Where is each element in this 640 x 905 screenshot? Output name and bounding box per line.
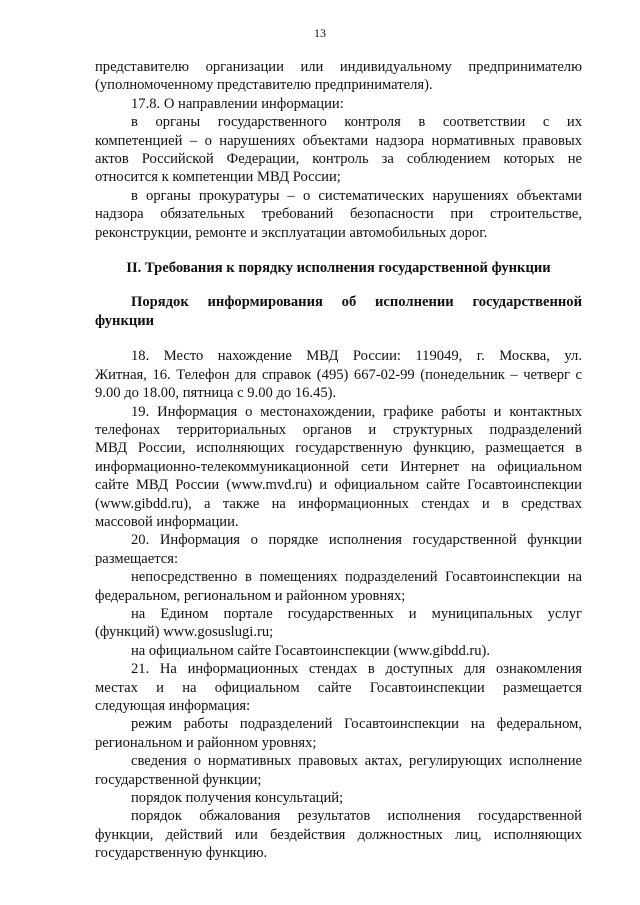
text-line: региональном и районном уровнях; xyxy=(95,734,317,751)
paragraph xyxy=(95,807,582,862)
text-line: Порядок информирования об исполнении государственной xyxy=(131,294,582,311)
paragraph xyxy=(95,715,582,752)
paragraph xyxy=(95,642,582,660)
paragraph xyxy=(95,58,582,95)
text-line: актов Российской Федерации, контроль за соблюдением которых не xyxy=(95,151,582,168)
subsection-heading xyxy=(95,293,582,330)
paragraph xyxy=(95,113,582,187)
text-line: реконструкции, ремонте и эксплуатации автомобильных дорог. xyxy=(95,224,488,241)
paragraph xyxy=(95,752,582,789)
text-line: Житная, 16. Телефон для справок (495) 667-02-99 (понедельник – четверг с xyxy=(95,366,582,383)
text-line: относится к компетенции МВД России; xyxy=(95,169,341,186)
text-line: федеральном, региональном и районном уровнях; xyxy=(95,587,406,604)
section-heading: II. Требования к порядку исполнения государственной функции xyxy=(126,260,551,277)
paragraph xyxy=(95,605,582,642)
document-body xyxy=(95,58,582,863)
text-line: телефонах территориальных органов и структурных подразделений xyxy=(95,421,582,438)
text-line: компетенцией – о нарушениях объектами надзора нормативных правовых xyxy=(95,132,582,149)
text-line: следующая информация: xyxy=(95,698,251,714)
paragraph xyxy=(95,95,582,113)
text-line: государственной функции; xyxy=(95,771,262,788)
text-line: сведения о нормативных правовых актах, регулирующих исполнение xyxy=(131,753,582,770)
text-line: в органы прокуратуры – о систематических нарушениях объектами xyxy=(131,187,582,204)
text-line: порядок получения консультаций; xyxy=(131,790,344,807)
text-line: в органы государственного контроля в соответствии с их xyxy=(131,114,582,131)
text-line: 17.8. О направлении информации: xyxy=(131,95,344,112)
paragraph xyxy=(95,403,582,532)
text-line: (уполномоченному представителю предпринимателя). xyxy=(95,77,433,94)
text-line: режим работы подразделений Госавтоинспекции на федеральном, xyxy=(131,716,582,733)
paragraph xyxy=(95,568,582,605)
text-line: порядок обжалования результатов исполнения государственной xyxy=(131,808,582,825)
paragraph xyxy=(95,187,582,242)
text-line: функции xyxy=(95,312,155,329)
text-line: сайте МВД России (www.mvd.ru) и официальном сайте Госавтоинспекции xyxy=(95,477,582,494)
text-line: представителю организации или индивидуальному предпринимателю xyxy=(95,59,582,75)
text-line: (www.gibdd.ru), а также на информационных стендах и в средствах xyxy=(95,495,582,512)
text-line: государственную функцию. xyxy=(95,845,268,862)
text-line: непосредственно в помещениях подразделений Госавтоинспекции на xyxy=(131,569,582,586)
text-line: 19. Информация о местонахождении, графике работы и контактных xyxy=(131,403,582,420)
page-number: 13 xyxy=(314,26,326,40)
text-line: 20. Информация о порядке исполнения государственной функции xyxy=(131,532,582,549)
text-line: размещается: xyxy=(95,550,179,567)
text-line: 21. На информационных стендах в доступных для ознакомления xyxy=(131,661,582,678)
text-line: информационно-телекоммуникационной сети Интернет на официальном xyxy=(95,458,582,475)
text-line: 18. Место нахождение МВД России: 119049, г. Москва, ул. xyxy=(131,348,582,365)
paragraph xyxy=(95,789,582,807)
text-line: надзора обязательных требований безопасности при строительстве, xyxy=(95,206,582,223)
text-line: МВД России, исполняющих государственную функцию, размещается в xyxy=(95,440,582,457)
text-line: массовой информации. xyxy=(95,513,239,530)
text-line: (функций) www.gosuslugi.ru; xyxy=(95,624,274,641)
paragraph xyxy=(95,531,582,568)
text-line: на официальном сайте Госавтоинспекции (www.gibdd.ru). xyxy=(131,642,491,659)
text-line: функции, действий или бездействия должностных лиц, исполняющих xyxy=(95,826,582,843)
paragraph xyxy=(95,660,582,715)
text-line: на Едином портале государственных и муниципальных услуг xyxy=(131,605,582,622)
text-line: местах и на официальном сайте Госавтоинспекции размещается xyxy=(95,679,582,696)
text-line: 9.00 до 18.00, пятница с 9.00 до 16.45). xyxy=(95,385,337,402)
paragraph xyxy=(95,347,582,402)
